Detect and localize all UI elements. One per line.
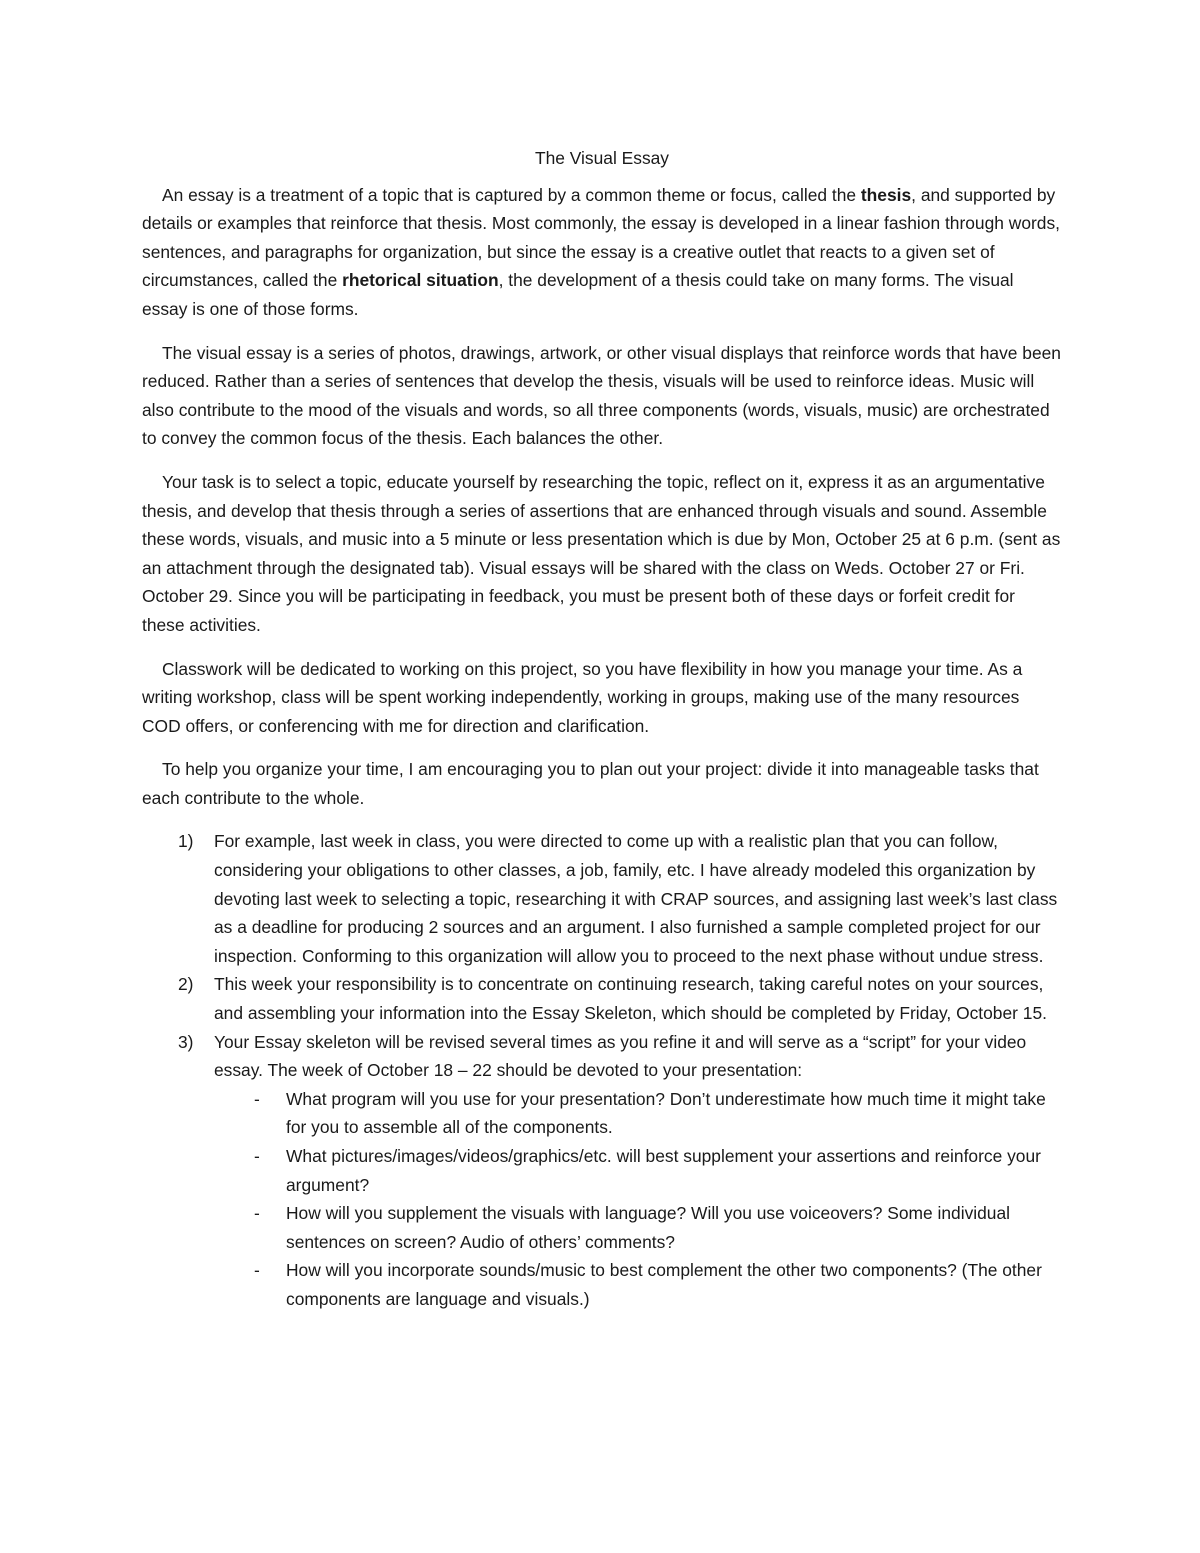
question-text: How will you supplement the visuals with language? Will you use voiceovers? Some individual sentences on screen? Audio of others’ comments?: [286, 1203, 1011, 1252]
question-item: [214, 1256, 1062, 1313]
step-text: This week your responsibility is to concentrate on continuing research, taking careful notes on your sources, and assembling your information into the Essay Skeleton, which should be completed by Friday, October 15.: [214, 974, 1047, 1024]
paragraph-visual-essay: The visual essay is a series of photos, drawings, artwork, or other visual displays that reinforce words that have been reduced. Rather than a series of sentences that develop the thesis, visuals will be used to reinforce ideas. Music will also contribute to the mood of the visuals and words, so all three components (words, visuals, music) are orchestrated to convey the common focus of the thesis. Each balances the other.: [142, 342, 1061, 449]
question-item: [214, 1142, 1062, 1199]
question-text: How will you incorporate sounds/music to best complement the other two components? (The other components are language and visuals.): [286, 1260, 1042, 1309]
step-number: 2): [178, 974, 194, 995]
paragraph-organize: To help you organize your time, I am encouraging you to plan out your project: divide it into manageable tasks that each contribute to the whole.: [142, 759, 1039, 808]
presentation-questions: [214, 1085, 1062, 1314]
paragraph-classwork: Classwork will be dedicated to working on this project, so you have flexibility in how you manage your time. As a writing workshop, class will be spent working independently, working in groups, making use of the many resources COD offers, or conferencing with me for direction and clarification.: [142, 658, 1023, 736]
step-item-1: [142, 827, 1062, 970]
dash-bullet: -: [254, 1088, 260, 1109]
paragraph-essay-definition: [142, 181, 1062, 324]
question-item: [214, 1199, 1062, 1256]
term-rhetorical-situation: rhetorical situation: [342, 270, 499, 291]
step-item-2: [142, 970, 1062, 1027]
p1-text-c: , and supported by details or examples that reinforce that thesis. Most commonly, the essay is developed in a linear fashion through words, sentences, and paragraphs for organization, but since the essay is a creative outlet that reacts to a given set of circumstances, called the: [142, 184, 1060, 291]
paragraph-task: Your task is to select a topic, educate yourself by researching the topic, reflect on it, express it as an argumentative thesis, and develop that thesis through a series of assertions that are enhanced through visuals and sound. Assemble these words, visuals, and music into a 5 minute or less presentation which is due by Mon, October 25 at 6 p.m. (sent as an attachment through the designated tab). Visual essays will be shared with the class on Weds. October 27 or Fri. October 29. Since you will be participating in feedback, you must be present both of these days or forfeit credit for these activities.: [142, 471, 1061, 635]
dash-bullet: -: [254, 1146, 260, 1166]
question-item: [214, 1085, 1062, 1142]
dash-bullet: -: [254, 1260, 260, 1281]
steps-list: [142, 827, 1062, 1313]
question-text: What program will you use for your presentation? Don’t underestimate how much time it might take for you to assemble all of the components.: [286, 1088, 1046, 1138]
p1-text-e: , the development of a thesis could take on many forms. The visual essay is one of those forms.: [142, 270, 1014, 319]
step-item-3: [142, 1028, 1062, 1314]
document-body: [142, 144, 1062, 1314]
step-text: Your Essay skeleton will be revised several times as you refine it and will serve as a “script” for your video essay. The week of October 18 – 22 should be devoted to your presentation:: [214, 1031, 1027, 1081]
term-thesis: thesis: [860, 184, 912, 205]
step-number: 3): [178, 1031, 194, 1052]
p1-text-a: An essay is a treatment of a topic that is captured by a common theme or focus, called the: [162, 184, 861, 205]
document-title: The Visual Essay: [534, 148, 670, 168]
question-text: What pictures/images/videos/graphics/etc. will best supplement your assertions and reinforce your argument?: [286, 1146, 1041, 1195]
dash-bullet: -: [254, 1203, 260, 1224]
step-text: For example, last week in class, you were directed to come up with a realistic plan that you can follow, considering your obligations to other classes, a job, family, etc. I have already modeled this organization by devoting last week to selecting a topic, researching it with CRAP sources, and assigning last week’s last class as a deadline for producing 2 sources and an argument. I also furnished a sample completed project for our inspection. Conforming to this organization will allow you to proceed to the next phase without undue stress.: [214, 831, 1058, 966]
step-number: 1): [178, 831, 194, 852]
